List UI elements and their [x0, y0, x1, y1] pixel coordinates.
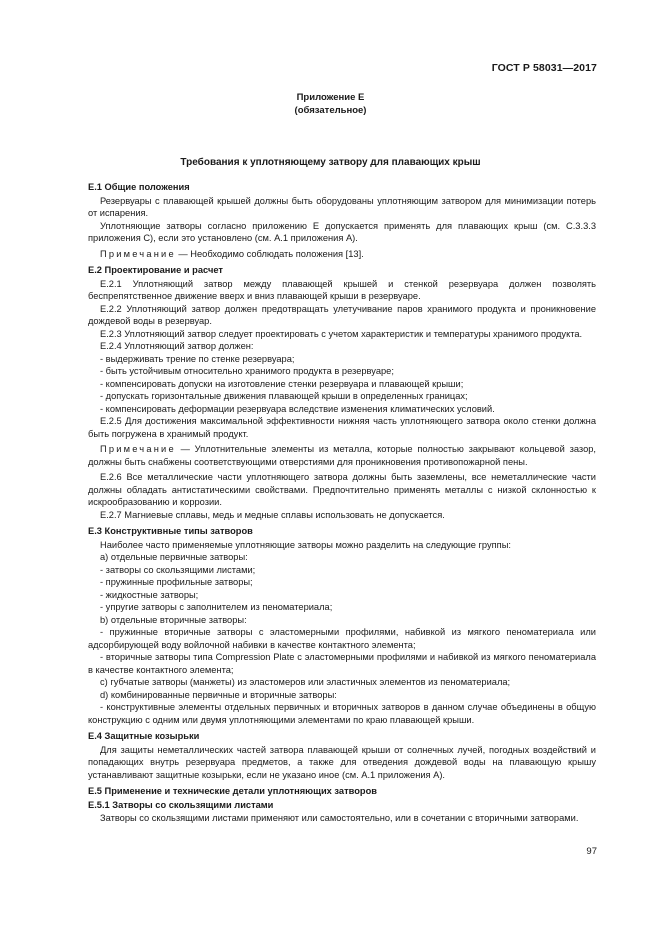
paragraph: Е.2.6 Все металлические части уплотняющего затвора должны быть заземлены, все неметаллические части должны обладать антистатическими свойствами. Предпочтительно применять металлы с низкой склонностью к искрообразованию и коррозии.: [88, 472, 596, 507]
list-item: - допускать горизонтальные движения плавающей крыши в определенных границах;: [100, 391, 468, 401]
document-code: ГОСТ Р 58031—2017: [491, 62, 597, 74]
list-item: - пружинные вторичные затворы с эластомерными профилями, набивкой из мягкого пеноматериала или адсорбирующей воду войлочной набивки в качестве контактного элемента;: [88, 627, 596, 650]
paragraph: Для защиты неметаллических частей затвора плавающей крыши от солнечных лучей, погодных воздействий и попадающих внутрь резервуара предметов, а также для отведения дождевой воды на плавающую крышу устанавливают защитные козырьки, если не указано иное (см. А.1 приложения А).: [88, 744, 596, 780]
note-label: Примечание: [100, 248, 176, 259]
paragraph: Е.2.5 Для достижения максимальной эффективности нижняя часть уплотняющего затвора около стенки должна быть погружена в хранимый продукт.: [88, 416, 596, 439]
appendix-label: Приложение Е: [296, 92, 365, 103]
paragraph: Е.2.2 Уплотняющий затвор должен предотвращать улетучивание паров хранимого продукта и проникновение дождевой воды в резервуар.: [88, 303, 596, 326]
paragraph: Наиболее часто применяемые уплотняющие затворы можно разделить на следующие группы:: [100, 539, 511, 550]
subsection-heading: Е.5.1 Затворы со скользящими листами: [88, 799, 274, 810]
section-heading: Е.5 Применение и технические детали уплотняющих затворов: [88, 786, 377, 796]
list-item: b) отдельные вторичные затворы:: [100, 614, 247, 625]
paragraph: Затворы со скользящими листами применяют или самостоятельно, или в сочетании с вторичными затворами.: [100, 813, 579, 823]
appendix-heading: [0, 92, 661, 117]
paragraph: Е.2.3 Уплотняющий затвор следует проектировать с учетом характеристик и температуры хранимого продукта.: [100, 328, 583, 339]
section-heading: Е.1 Общие положения: [88, 182, 190, 192]
list-item: - быть устойчивым относительно хранимого продукта в резервуаре;: [100, 366, 394, 376]
paragraph: Резервуары с плавающей крышей должны быть оборудованы уплотняющим затвором для минимизации потерь от испарения.: [88, 195, 596, 218]
page-number: 97: [586, 846, 597, 857]
section-heading: Е.2 Проектирование и расчет: [88, 265, 223, 275]
list-item: - выдерживать трение по стенке резервуара;: [100, 353, 295, 364]
list-item: d) комбинированные первичные и вторичные затворы:: [100, 689, 337, 700]
appendix-title: Требования к уплотняющему затвору для плавающих крыш: [180, 157, 481, 168]
list-item: - пружинные профильные затворы;: [100, 577, 253, 587]
list-item: - жидкостные затворы;: [100, 589, 199, 600]
list-item: а) отдельные первичные затворы:: [100, 552, 248, 562]
note: [88, 443, 596, 468]
note-text: — Уплотнительные элементы из металла, которые полностью закрывают кольцевой зазор, должны быть снабжены соответствующими отверстиями для проникновения противопожарной пены.: [88, 444, 596, 467]
paragraph: Е.2.7 Магниевые сплавы, медь и медные сплавы использовать не допускается.: [100, 509, 445, 520]
list-item: - затворы со скользящими листами;: [100, 564, 256, 575]
paragraph: Е.2.4 Уплотняющий затвор должен:: [100, 341, 254, 351]
list-item: - конструктивные элементы отдельных первичных и вторичных затворов в данном случае объединены в общую конструкцию с одним или двумя уплотняющими элементами по краю плавающей крыши.: [88, 702, 596, 725]
list-item: с) губчатые затворы (манжеты) из эластомеров или эластичных элементов из пеноматериала;: [100, 677, 511, 687]
paragraph: Е.2.1 Уплотняющий затвор между плавающей крышей и стенкой резервуара должен позволять беспрепятственное движение вверх и вниз плавающей крыши в резервуаре.: [88, 278, 596, 301]
note: [88, 248, 596, 261]
note-label: Примечание: [100, 444, 176, 454]
list-item: - компенсировать допуски на изготовление стенки резервуара и плавающей крыши;: [100, 378, 464, 389]
appendix-status: (обязательное): [294, 104, 367, 116]
list-item: - упругие затворы с заполнителем из пеноматериала;: [100, 602, 333, 612]
paragraph: Уплотняющие затворы согласно приложению Е допускается применять для плавающих крыш (см. С.3.3.3 приложения С), если это установлено (см. А.1 приложения А).: [88, 220, 596, 243]
list-item: - вторичные затворы типа Compression Plate с эластомерными профилями и набивкой из мягкого пеноматериала в качестве контактного элемента;: [88, 652, 596, 675]
document-body: [88, 180, 596, 825]
note-text: — Необходимо соблюдать положения [13].: [175, 248, 364, 259]
section-heading: Е.4 Защитные козырьки: [88, 731, 200, 741]
section-heading: Е.3 Конструктивные типы затворов: [88, 526, 253, 536]
list-item: - компенсировать деформации резервуара вследствие изменения климатических условий.: [100, 403, 495, 414]
